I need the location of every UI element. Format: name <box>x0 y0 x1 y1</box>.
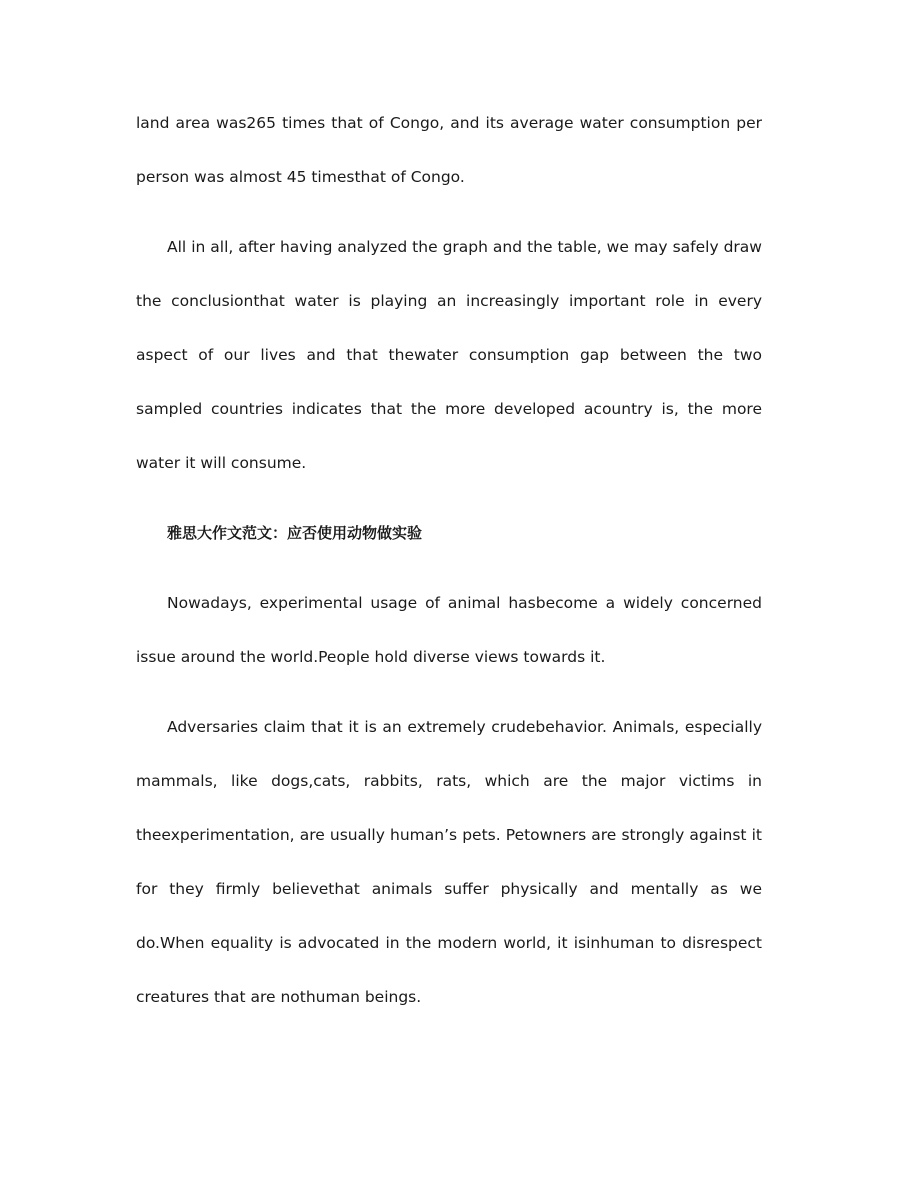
essay-heading: 雅思大作文范文：应否使用动物做实验 <box>167 524 423 542</box>
paragraph-gap <box>136 204 762 220</box>
paragraph-conclusion: All in all, after having analyzed the graph and the table, we may safely draw the conclusionthat water is playing an increasingly important role in every aspect of our lives and that thewater consumption gap between the two sampled countries indicates that the more developed acountry is, the more water it will consume. <box>136 238 762 472</box>
paragraph-gap <box>136 684 762 700</box>
paragraph-water-comparison: land area was265 times that of Congo, and its average water consumption per person was almost 45 timesthat of Congo. <box>136 114 762 186</box>
paragraph-gap <box>136 560 762 576</box>
paragraph-adversaries: Adversaries claim that it is an extremely crudebehavior. Animals, especially mammals, like dogs,cats, rabbits, rats, which are the major victims in theexperimentation, are usually human’s pets. Petowners are strongly against it for they firmly believethat animals suffer physically and mentally as we do.When equality is advocated in the modern world, it isinhuman to disrespect creatures that are nothuman beings. <box>136 718 762 1006</box>
document-body <box>136 96 762 1024</box>
paragraph-introduction: Nowadays, experimental usage of animal hasbecome a widely concerned issue around the world.People hold diverse views towards it. <box>136 594 762 666</box>
paragraph-gap <box>136 490 762 506</box>
